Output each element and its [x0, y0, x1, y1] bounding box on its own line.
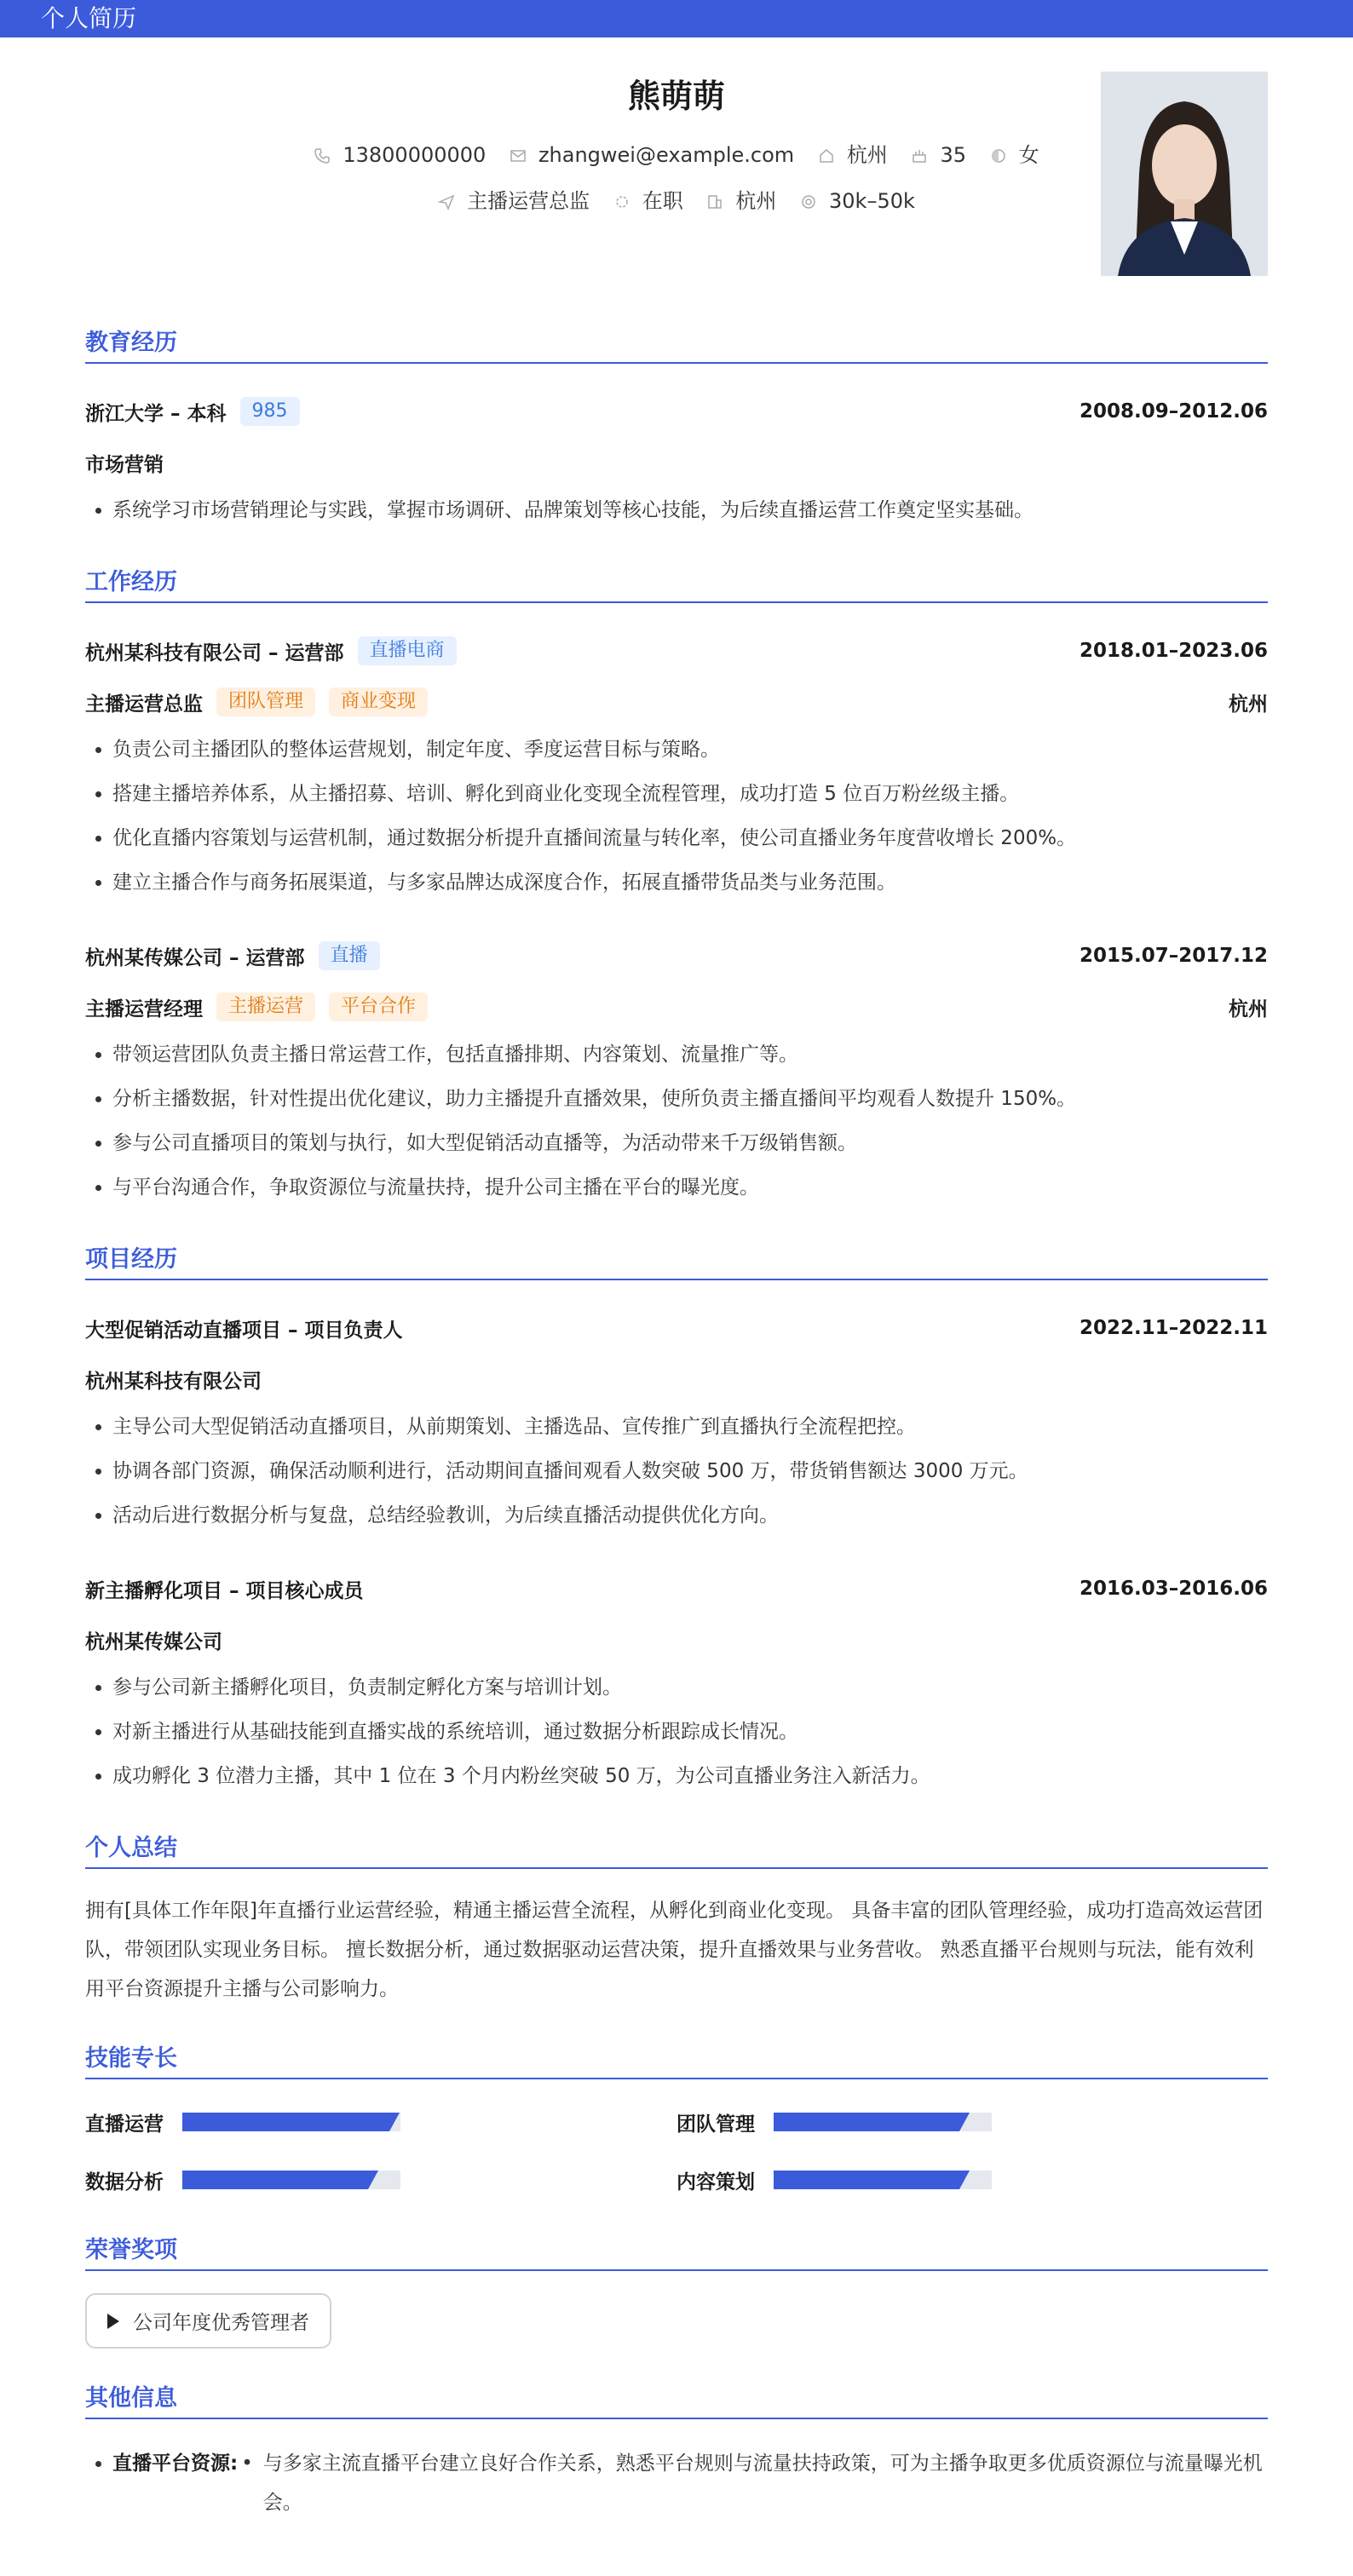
- work-entry: [85, 930, 1268, 1210]
- status-icon: [613, 193, 630, 210]
- resume-top-bar: [0, 0, 1353, 37]
- contact-row: [85, 138, 1268, 168]
- project-company-row: [85, 1614, 1268, 1665]
- role-name: 主播运营总监: [85, 693, 203, 716]
- project-entry: [85, 1302, 1268, 1538]
- profile-photo: [1101, 72, 1268, 276]
- skill-bar: [774, 2171, 992, 2189]
- skill-item: [676, 2159, 1268, 2200]
- work-head-row: [85, 625, 1268, 676]
- work-location: 杭州: [1229, 693, 1268, 716]
- city-text: 杭州: [846, 143, 888, 167]
- list-item: • 参与公司直播项目的策划与执行，如大型促销活动直播等，为活动带来千万级销售额。: [112, 1121, 1268, 1165]
- gender-item: [990, 138, 1039, 168]
- award-item[interactable]: [85, 2293, 331, 2349]
- project-entry: [85, 1563, 1268, 1798]
- target-city-item: [706, 184, 776, 214]
- email-item: [510, 143, 794, 167]
- list-item: • 建立主播合作与商务拓展渠道，与多家品牌达成深度合作，拓展直播带货品类与业务范围。: [112, 860, 1268, 905]
- play-icon: [107, 2314, 119, 2329]
- school-name: 浙江大学 – 本科: [85, 402, 227, 425]
- list-item: • 系统学习市场营销理论与实践，掌握市场调研、品牌策划等核心技能，为后续直播运营工作奠定坚实基础。: [112, 488, 1268, 532]
- list-item: • 对新主播进行从基础技能到直播实战的系统培训，通过数据分析跟踪成长情况。: [112, 1710, 1268, 1754]
- role-row: [85, 981, 1268, 1032]
- education-head-row: [85, 386, 1268, 437]
- phone-icon: [314, 147, 331, 164]
- project-company-row: [85, 1354, 1268, 1405]
- project-period: 2022.11–2022.11: [1079, 1317, 1268, 1339]
- awards-section: [85, 2231, 1268, 2349]
- project-head-row: [85, 1563, 1268, 1614]
- list-item: • 分析主播数据，针对性提出优化建议，助力主播提升直播效果，使所负责主播直播间平均观看人数提升 150%。: [112, 1077, 1268, 1121]
- major-name: 市场营销: [85, 453, 164, 476]
- role-tag: 商业变现: [329, 687, 428, 716]
- skill-bar: [774, 2113, 992, 2131]
- email-text: zhangwei@example.com: [538, 143, 795, 167]
- role-name: 主播运营经理: [85, 998, 203, 1021]
- role-tag: 团队管理: [216, 687, 315, 716]
- skills-section: [85, 2039, 1268, 2200]
- summary-section: [85, 1829, 1268, 2009]
- work-period: 2015.07–2017.12: [1079, 945, 1268, 967]
- age-text: 35: [940, 143, 966, 167]
- status-item: [613, 184, 683, 214]
- role-row: [85, 676, 1268, 727]
- other-value: 与多家主流直播平台建立良好合作关系，熟悉平台规则与流量扶持政策，可为主播争取更多优质资源位与流量曝光机会。: [262, 2452, 1263, 2514]
- awards-title: 荣誉奖项: [85, 2231, 1268, 2271]
- skill-item: [85, 2102, 676, 2142]
- gender-icon: [990, 147, 1007, 164]
- mail-icon: [510, 147, 527, 164]
- status-text: 在职: [642, 189, 683, 213]
- list-item: • 协调各部门资源，确保活动顺利进行，活动期间直播间观看人数突破 500 万，带货销售额达 3000 万元。: [112, 1449, 1268, 1493]
- project-company: 杭州某传媒公司: [85, 1630, 222, 1653]
- skill-name: 直播运营: [85, 2113, 164, 2136]
- list-item: • 成功孵化 3 位潜力主播，其中 1 位在 3 个月内粉丝突破 50 万，为公司直播业务注入新活力。: [112, 1754, 1268, 1798]
- list-item: • 负责公司主播团队的整体运营规划，制定年度、季度运营目标与策略。: [112, 727, 1268, 772]
- send-icon: [438, 193, 455, 210]
- skill-bar-fill: [182, 2171, 368, 2189]
- skill-bar: [182, 2113, 400, 2131]
- job-intent-row: [85, 184, 1268, 214]
- building-icon: [706, 193, 723, 210]
- city-item: [818, 138, 888, 168]
- profile-header: [85, 37, 1268, 293]
- skill-name: 数据分析: [85, 2171, 164, 2194]
- project-bullets: [85, 1405, 1268, 1538]
- company-tag: 直播电商: [358, 636, 457, 665]
- project-bullets: [85, 1665, 1268, 1798]
- summary-title: 个人总结: [85, 1829, 1268, 1869]
- work-entry: [85, 625, 1268, 905]
- gender-text: 女: [1018, 143, 1039, 167]
- other-title: 其他信息: [85, 2379, 1268, 2419]
- list-item: • 带领运营团队负责主播日常运营工作，包括直播排期、内容策划、流量推广等。: [112, 1032, 1268, 1077]
- list-item: • 活动后进行数据分析与复盘，总结经验教训，为后续直播活动提供优化方向。: [112, 1493, 1268, 1538]
- education-bullets: [85, 488, 1268, 532]
- skills-title: 技能专长: [85, 2039, 1268, 2079]
- project-period: 2016.03–2016.06: [1079, 1578, 1268, 1600]
- role-tag: 主播运营: [216, 992, 315, 1021]
- age-item: [911, 143, 966, 167]
- list-item: • 优化直播内容策划与运营机制，通过数据分析提升直播间流量与转化率，使公司直播业务年度营收增长 200%。: [112, 816, 1268, 860]
- skill-bar-fill: [774, 2113, 959, 2131]
- work-head-row: [85, 930, 1268, 981]
- summary-text: 拥有[具体工作年限]年直播行业运营经验，精通主播运营全流程，从孵化到商业化变现。 具备丰富的团队管理经验，成功打造高效运营团队，带领团队实现业务目标。 擅长数据分析，通过数据驱动运营决策，提升直播效果与业务营收。 熟悉直播平台规则与玩法，能有效利用平台资源提升主播与公司影响力。: [85, 1900, 1264, 2000]
- education-entry: [85, 386, 1268, 532]
- resume-page: [0, 37, 1353, 2522]
- skills-grid: [85, 2102, 1268, 2200]
- list-item: • 参与公司新主播孵化项目，负责制定孵化方案与培训计划。: [112, 1665, 1268, 1710]
- other-section: [85, 2379, 1268, 2522]
- list-item: [112, 2441, 1268, 2522]
- target-position-item: [438, 184, 590, 214]
- work-section: [85, 563, 1268, 1210]
- school-tag: 985: [240, 397, 300, 426]
- phone-item: [314, 143, 486, 167]
- home-icon: [818, 147, 835, 164]
- work-title: 工作经历: [85, 563, 1268, 603]
- money-icon: [800, 193, 817, 210]
- education-section: [85, 324, 1268, 532]
- bullet-dot: •: [241, 2452, 253, 2475]
- work-bullets: [85, 727, 1268, 905]
- role-tag: 平台合作: [329, 992, 428, 1021]
- company-name: 杭州某科技有限公司 – 运营部: [85, 641, 344, 664]
- work-period: 2018.01–2023.06: [1079, 640, 1268, 662]
- target-city-text: 杭州: [735, 189, 777, 213]
- company-name: 杭州某传媒公司 – 运营部: [85, 946, 305, 969]
- major-row: [85, 437, 1268, 488]
- top-bar-title: 个人简历: [41, 4, 137, 32]
- project-head-row: [85, 1302, 1268, 1354]
- projects-section: [85, 1240, 1268, 1798]
- work-location: 杭州: [1229, 998, 1268, 1021]
- cake-icon: [911, 147, 928, 164]
- skill-name: 团队管理: [676, 2113, 755, 2136]
- company-tag: 直播: [319, 941, 380, 970]
- project-name: 新主播孵化项目 – 项目核心成员: [85, 1579, 364, 1602]
- other-key: • 直播平台资源:: [112, 2452, 239, 2475]
- work-bullets: [85, 1032, 1268, 1210]
- phone-text: 13800000000: [343, 143, 487, 167]
- list-item: • 主导公司大型促销活动直播项目，从前期策划、主播选品、宣传推广到直播执行全流程把控。: [112, 1405, 1268, 1449]
- projects-title: 项目经历: [85, 1240, 1268, 1280]
- skill-item: [85, 2159, 676, 2200]
- education-period: 2008.09–2012.06: [1079, 400, 1268, 423]
- skill-item: [676, 2102, 1268, 2142]
- list-item: • 搭建主播培养体系，从主播招募、培训、孵化到商业化变现全流程管理，成功打造 5 位百万粉丝级主播。: [112, 772, 1268, 816]
- candidate-name: 熊萌萌: [627, 78, 725, 115]
- skill-bar-fill: [774, 2171, 959, 2189]
- other-list: [85, 2441, 1268, 2522]
- skill-bar: [182, 2171, 400, 2189]
- project-name: 大型促销活动直播项目 – 项目负责人: [85, 1319, 403, 1342]
- list-item: • 与平台沟通合作，争取资源位与流量扶持，提升公司主播在平台的曝光度。: [112, 1165, 1268, 1210]
- skill-bar-fill: [182, 2113, 389, 2131]
- skill-name: 内容策划: [676, 2171, 755, 2194]
- award-text: 公司年度优秀管理者: [133, 2312, 309, 2334]
- education-title: 教育经历: [85, 324, 1268, 364]
- salary-item: [800, 189, 915, 213]
- salary-text: 30k–50k: [829, 189, 915, 213]
- project-company: 杭州某科技有限公司: [85, 1370, 262, 1393]
- target-position-text: 主播运营总监: [467, 189, 590, 213]
